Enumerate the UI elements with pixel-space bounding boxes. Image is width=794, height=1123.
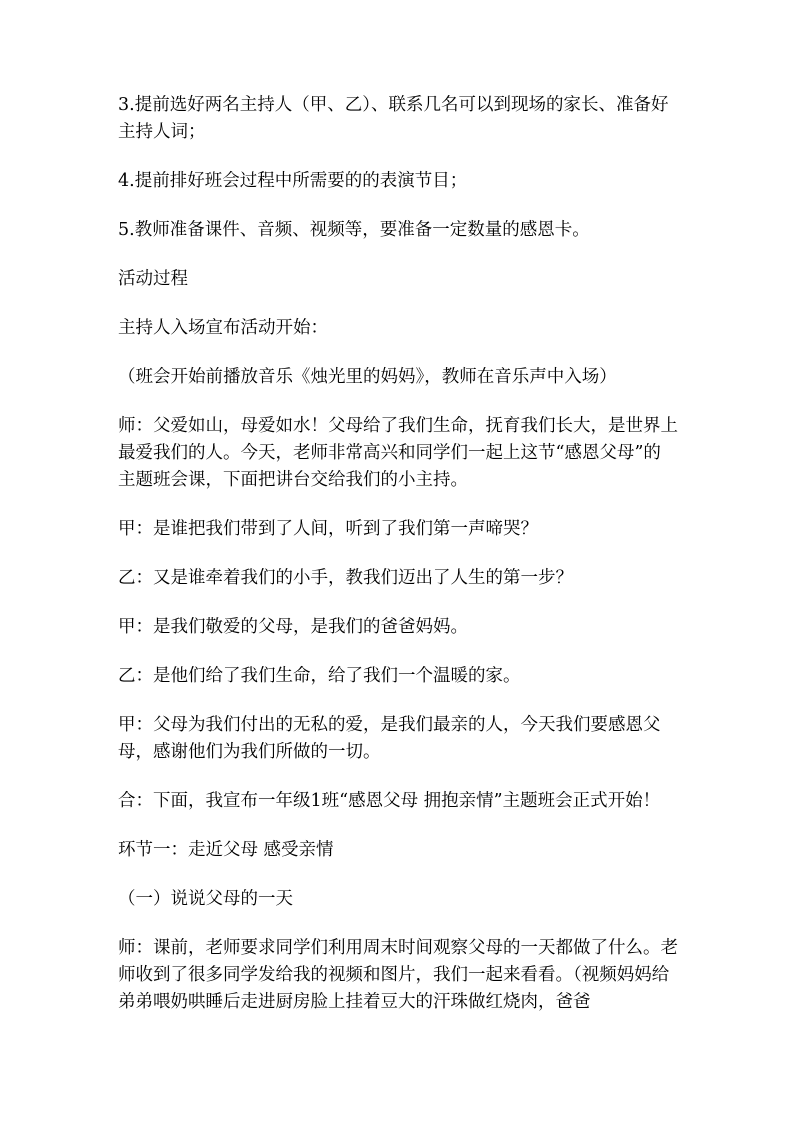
paragraph-music-note: （班会开始前播放音乐《烛光里的妈妈》，教师在音乐声中入场） xyxy=(118,367,617,387)
section-heading-part-one: 环节一：走近父母 感受亲情 xyxy=(118,840,334,860)
paragraph-prep-5: 5.教师准备课件、音频、视频等，要准备一定数量的感恩卡。 xyxy=(118,220,590,240)
paragraph-together: 合：下面，我宣布一年级1班“感恩父母 拥抱亲情”主题班会正式开始！ xyxy=(118,791,661,811)
paragraph-host-a-2: 甲：是我们敬爱的父母，是我们的爸爸妈妈。 xyxy=(118,617,468,637)
paragraph-prep-3: 3.提前选好两名主持人（甲、乙）、联系几名可以到现场的家长、准备好主持人词； xyxy=(118,95,669,142)
paragraph-host-a-1: 甲：是谁把我们带到了人间，听到了我们第一声啼哭？ xyxy=(118,519,538,539)
paragraph-host-enter: 主持人入场宣布活动开始： xyxy=(118,318,328,338)
paragraph-teacher-video: 师：课前，老师要求同学们利用周末时间观察父母的一天都做了什么。老师收到了很多同学发给我的视频和图片，我们一起来看看。（视频妈妈给弟弟喂奶哄睡后走进厨房脸上挂着豆大的汗珠做红烧肉，爸爸 xyxy=(118,938,678,1012)
section-heading-process: 活动过程 xyxy=(118,269,188,289)
paragraph-prep-4: 4.提前排好班会过程中所需要的的表演节目； xyxy=(118,171,468,191)
paragraph-teacher-intro: 师：父爱如山，母爱如水！父母给了我们生命，抚育我们长大，是世界上最爱我们的人。今天，老师非常高兴和同学们一起上这节“感恩父母”的主题班会课，下面把讲台交给我们的小主持。 xyxy=(118,416,678,490)
subheading-parents-day: （一）说说父母的一天 xyxy=(118,889,293,909)
document-page xyxy=(118,92,678,1038)
paragraph-host-a-3: 甲：父母为我们付出的无私的爱，是我们最亲的人，今天我们要感恩父母，感谢他们为我们所做的一切。 xyxy=(118,715,661,762)
paragraph-host-b-1: 乙：又是谁牵着我们的小手，教我们迈出了人生的第一步？ xyxy=(118,568,573,588)
paragraph-host-b-2: 乙：是他们给了我们生命，给了我们一个温暖的家。 xyxy=(118,666,521,686)
